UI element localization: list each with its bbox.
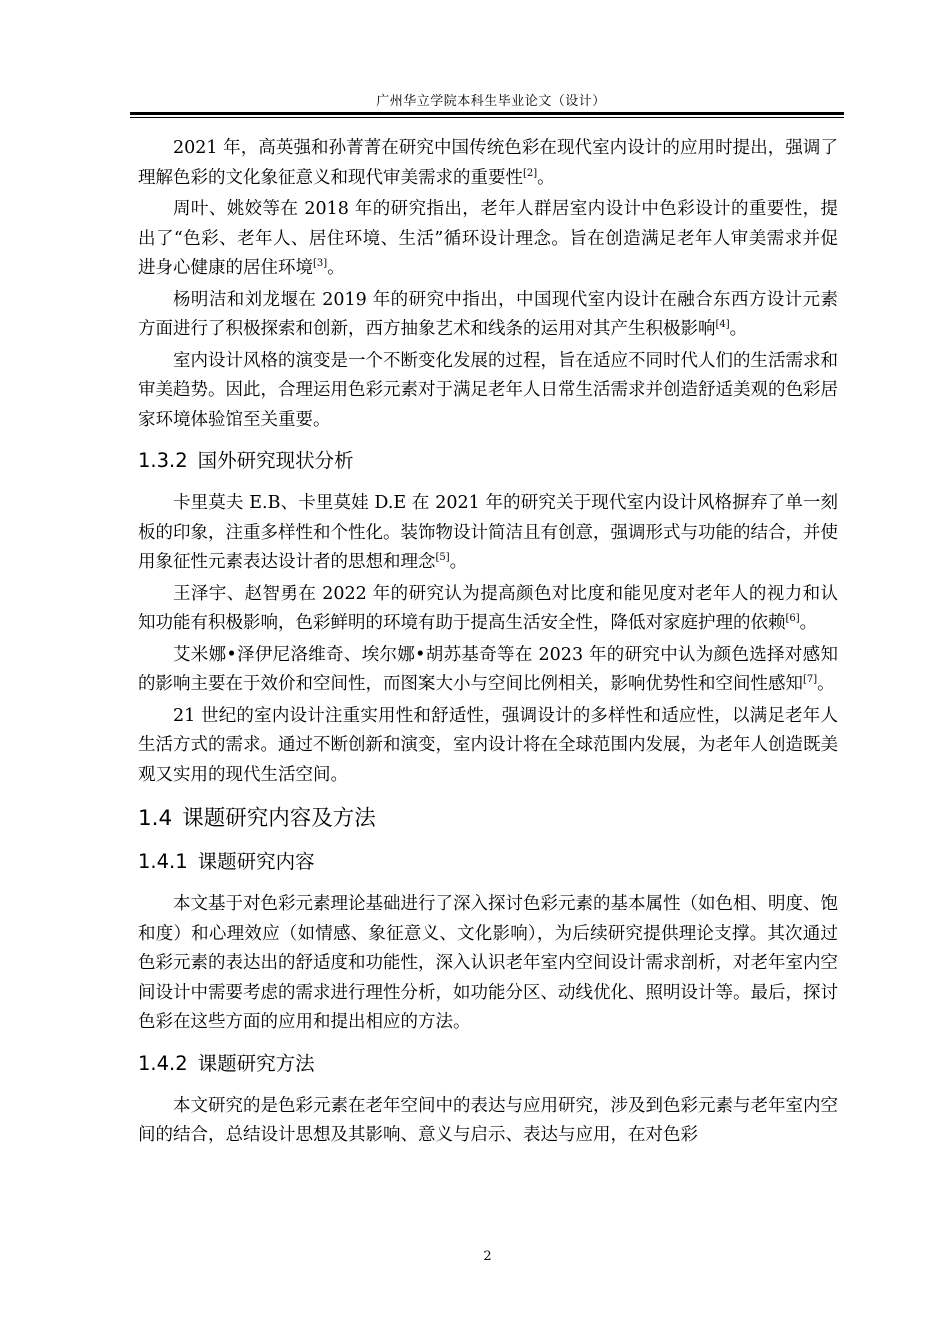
heading-text: 国外研究现状分析 (197, 449, 354, 472)
paragraph (138, 641, 838, 700)
paragraph-text: 周叶、姚姣等在 2018 年的研究指出，老年人群居室内设计中色彩设计的重要性，提出了“色彩、老年人、居住环境、生活”循环设计理念。旨在创造满足老年人审美需求并促进身心健康的居住环境 (138, 199, 838, 278)
citation-ref: [3] (313, 258, 328, 270)
citation-ref: [6] (785, 613, 800, 625)
paragraph-tail: 。 (817, 674, 835, 694)
heading-number: 1.4 (138, 806, 173, 831)
header-rule-thin (130, 117, 844, 118)
paragraph-tail: 。 (537, 167, 555, 188)
paragraph (138, 195, 838, 284)
paragraph-text: 21 世纪的室内设计注重实用性和舒适性，强调设计的多样性和适应性，以满足老年人生活方式的需求。通过不断创新和演变，室内设计将在全球范围内发展，为老年人创造既美观又实用的现代生活空间。 (138, 705, 838, 785)
heading-text: 课题研究方法 (197, 1051, 315, 1075)
paragraph (138, 890, 838, 1038)
subsection-heading (138, 848, 838, 876)
paragraph-tail: 。 (729, 319, 748, 339)
paragraph-text: 卡里莫夫 E.B、卡里莫娃 D.E 在 2021 年的研究关于现代室内设计风格摒弃了单一刻板的印象，注重多样性和个性化。装饰物设计简洁且有创意，强调形式与功能的结合，并使用象征性元素表达设计者的思想和理念 (138, 493, 838, 572)
subsection-heading (138, 447, 838, 475)
section-heading (138, 804, 838, 834)
paragraph-text: 2021 年，高英强和孙菁菁在研究中国传统色彩在现代室内设计的应用时提出，强调了理解色彩的文化象征意义和现代审美需求的重要性 (138, 138, 838, 188)
header-rule-thick (130, 112, 844, 115)
heading-number: 1.4.1 (138, 850, 188, 873)
page-number: 2 (483, 1249, 492, 1264)
paragraph-text: 艾米娜•泽伊尼洛维奇、埃尔娜•胡苏基奇等在 2023 年的研究中认为颜色选择对感知的影响主要在于效价和空间性，而图案大小与空间比例相关，影响优势性和空间性感知 (138, 644, 838, 694)
citation-ref: [2] (523, 167, 538, 179)
paragraph-text: 本文研究的是色彩元素在老年空间中的表达与应用研究，涉及到色彩元素与老年室内空间的结合，总结设计思想及其影响、意义与启示、表达与应用，在对色彩 (138, 1095, 838, 1145)
heading-text: 课题研究内容及方法 (182, 806, 376, 831)
citation-ref: [5] (435, 552, 450, 564)
heading-number: 1.4.2 (138, 1051, 188, 1075)
citation-ref: [4] (715, 319, 730, 331)
paragraph-text: 杨明洁和刘龙堰在 2019 年的研究中指出，中国现代室内设计在融合东西方设计元素方面进行了积极探索和创新，西方抽象艺术和线条的运用对其产生积极影响 (138, 289, 838, 339)
paragraph-tail: 。 (449, 552, 468, 572)
document-body (138, 134, 838, 1153)
paragraph-text: 室内设计风格的演变是一个不断变化发展的过程，旨在适应不同时代人们的生活需求和审美趋势。因此，合理运用色彩元素对于满足老年人日常生活需求并创造舒适美观的色彩居家环境体验馆至关重要。 (138, 350, 838, 430)
paragraph (138, 347, 838, 436)
paragraph-text: 王泽宇、赵智勇在 2022 年的研究认为提高颜色对比度和能见度对老年人的视力和认知功能有积极影响，色彩鲜明的环境有助于提高生活安全性，降低对家庭护理的依赖 (138, 583, 838, 633)
paragraph (138, 702, 838, 791)
paragraph (138, 286, 838, 345)
paragraph-text: 本文基于对色彩元素理论基础进行了深入探讨色彩元素的基本属性（如色相、明度、饱和度）和心理效应（如情感、象征意义、文化影响），为后续研究提供理论支撑。其次通过色彩元素的表达出的舒适度和功能性，深入认识老年室内空间设计需求剖析，对老年室内空间设计中需要考虑的需求进行理性分析，如功能分区、动线优化、照明设计等。最后，探讨色彩在这些方面的应用和提出相应的方法。 (138, 894, 838, 1032)
paragraph (138, 134, 838, 193)
paragraph (138, 489, 838, 578)
citation-ref: [7] (803, 674, 818, 686)
paragraph (138, 1092, 838, 1151)
subsection-heading (138, 1050, 838, 1078)
heading-number: 1.3.2 (138, 449, 188, 472)
running-header: 广州华立学院本科生毕业论文（设计） (376, 94, 606, 109)
paragraph (138, 580, 838, 639)
paragraph-tail: 。 (799, 613, 818, 633)
heading-text: 课题研究内容 (197, 850, 315, 873)
paragraph-tail: 。 (327, 258, 345, 278)
